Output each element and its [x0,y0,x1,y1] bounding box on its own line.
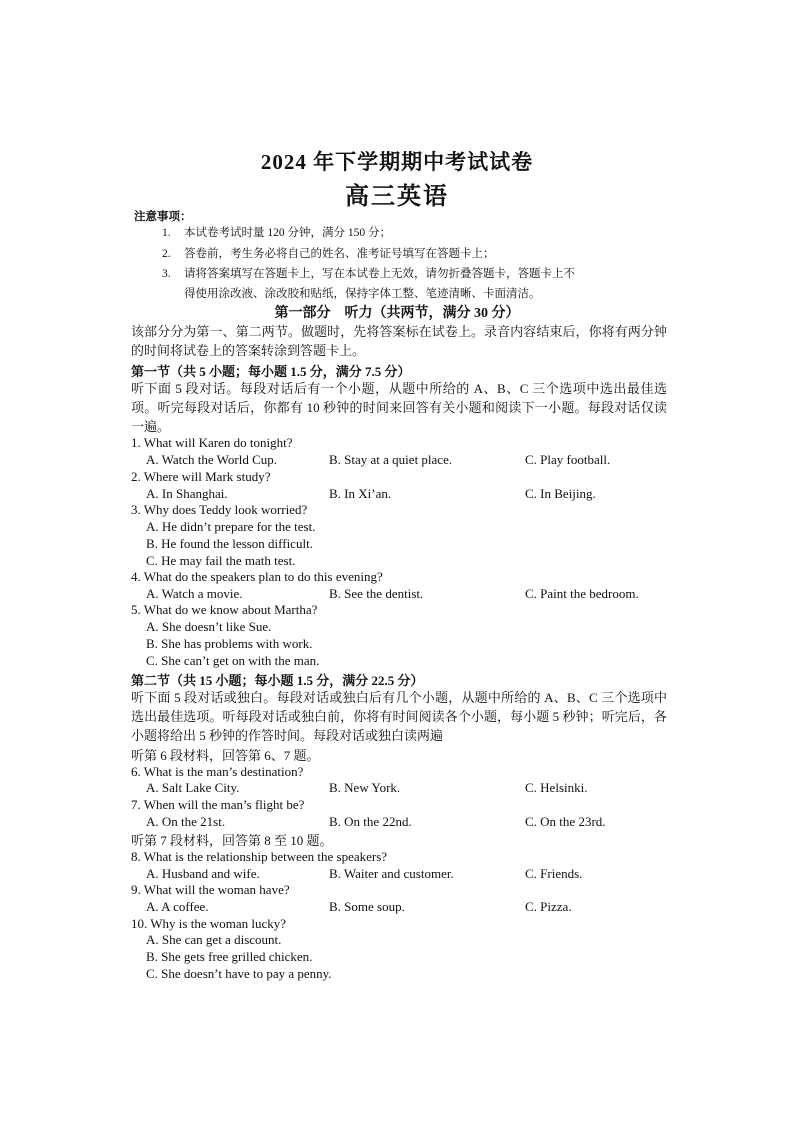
note-item [162,246,495,263]
note-text-continued: 得使用涂改液、涂改胶和贴纸，保持字体工整、笔迹清晰、卡面清洁。 [184,288,541,300]
option-b: B. Waiter and customer. [329,866,454,881]
question-8: 8. What is the relationship between the speakers? [131,849,388,864]
option-c: C. He may fail the math test. [146,553,296,568]
question-2: 2. Where will Mark study? [131,469,271,484]
option-a: A. In Shanghai. [146,486,228,501]
note-item [162,266,575,283]
option-a: A. Watch a movie. [146,586,243,601]
option-a: A. She can get a discount. [146,932,282,947]
option-b: B. On the 22nd. [329,814,412,829]
option-b: B. In Xi’an. [329,486,392,501]
part1-heading: 第一部分 听力（共两节，满分 30 分） [274,306,520,321]
notes-heading: 注意事项： [134,211,192,223]
question-7: 7. When will the man’s flight be? [131,797,305,812]
option-b: B. Stay at a quiet place. [329,452,453,467]
option-c: C. On the 23rd. [525,814,606,829]
option-a: A. A coffee. [146,899,209,914]
option-b: B. He found the lesson difficult. [146,536,313,551]
question-5: 5. What do we know about Martha? [131,602,318,617]
option-c: C. Friends. [525,866,583,881]
option-c: C. Helsinki. [525,780,588,795]
option-a: A. Husband and wife. [146,866,260,881]
question-3: 3. Why does Teddy look worried? [131,502,308,517]
option-c: C. In Beijing. [525,486,596,501]
section2-heading: 第二节（共 15 小题；每小题 1.5 分，满分 22.5 分） [131,673,424,688]
question-9: 9. What will the woman have? [131,882,290,897]
note-text: 请将答案填写在答题卡上，写在本试卷上无效，请勿折叠答题卡，答题卡上不 [184,268,575,280]
exam-title: 2024 年下学期期中考试试卷 [260,150,534,174]
note-item [162,225,391,242]
option-c: C. She can’t get on with the man. [146,653,320,668]
option-a: A. He didn’t prepare for the test. [146,519,316,534]
material-6-note: 听第 6 段材料，回答第 6、7 题。 [131,748,320,763]
material-7-note: 听第 7 段材料，回答第 8 至 10 题。 [131,833,333,848]
option-c: C. Play football. [525,452,611,467]
question-10: 10. Why is the woman lucky? [131,916,287,931]
option-b: B. New York. [329,780,401,795]
question-6: 6. What is the man’s destination? [131,764,304,779]
exam-subtitle: 高三英语 [345,184,449,210]
part1-intro: 该部分分为第一、第二两节。做题时，先将答案标在试卷上。录音内容结束后，你将有两分钟的时间将试卷上的答案转涂到答题卡上。 [131,324,667,358]
option-b: B. She has problems with work. [146,636,313,651]
option-a: A. On the 21st. [146,814,226,829]
option-b: B. She gets free grilled chicken. [146,949,313,964]
option-a: A. Salt Lake City. [146,780,240,795]
note-number: 2. [162,248,171,260]
section2-instructions: 听下面 5 段对话或独白。每段对话或独白后有几个小题，从题中所给的 A、B、C 三个选项中选出最佳选项。听每段对话或独白前，你将有时间阅读各个小题，每小题 5 秒钟；听完后，各小题将给出 5 秒钟的作答时间。每段对话或独白读两遍 [131,690,667,743]
question-4: 4. What do the speakers plan to do this evening? [131,569,383,584]
note-text: 本试卷考试时量 120 分钟，满分 150 分； [184,227,391,239]
note-text: 答卷前，考生务必将自己的姓名、准考证号填写在答题卡上； [184,248,495,260]
note-number: 1. [162,227,171,239]
option-b: B. Some soup. [329,899,405,914]
option-c: C. Paint the bedroom. [525,586,639,601]
option-a: A. She doesn’t like Sue. [146,619,272,634]
option-b: B. See the dentist. [329,586,424,601]
section1-heading: 第一节（共 5 小题；每小题 1.5 分，满分 7.5 分） [131,364,411,379]
section1-instructions: 听下面 5 段对话。每段对话后有一个小题，从题中所给的 A、B、C 三个选项中选出最佳选项。听完每段对话后，你都有 10 秒钟的时间来回答有关小题和阅读下一小题。每段对话仅读一遍。 [131,381,667,434]
note-number: 3. [162,268,171,280]
option-a: A. Watch the World Cup. [146,452,278,467]
option-c: C. She doesn’t have to pay a penny. [146,966,332,981]
option-c: C. Pizza. [525,899,572,914]
question-1: 1. What will Karen do tonight? [131,435,293,450]
